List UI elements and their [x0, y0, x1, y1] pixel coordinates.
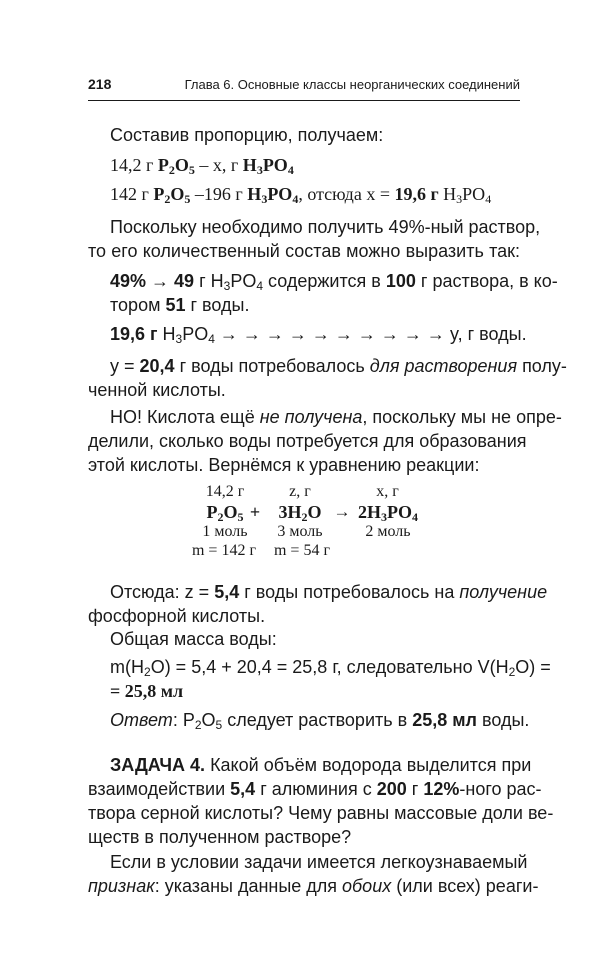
text-line: фосфорной кислоты.: [88, 606, 266, 626]
text-line: Поскольку необходимо получить 49%-ный раствор,: [110, 217, 541, 237]
text-line: то его количественный состав можно выразить так:: [88, 241, 520, 261]
answer-line: Ответ: $P_2O_5$ следует растворить в 25,8 мл воды.: [110, 710, 530, 732]
eq-mass-label: m = 142 г: [191, 542, 257, 559]
text-line: $m(H_2O) = 5,4 + 20,4 = 25,8$ г, следовательно $V(H_2O)$ =: [110, 657, 551, 679]
running-header: [88, 74, 520, 101]
eq-mole-label: 3 моль: [277, 523, 323, 540]
text-line: твора серной кислоты? Чему равны массовые доли ве-: [88, 803, 554, 823]
text-line: y = 20,4 г воды потребовалось для растворения полу-: [110, 356, 567, 376]
eq-mass-label: m = 54 г: [273, 542, 331, 559]
eq-reactant-h2o: $3H_2O$: [278, 502, 322, 524]
chapter-title: Глава 6. Основные классы неорганических соединений: [184, 77, 520, 92]
text-line: взаимодействии 5,4 г алюминия с 200 г 12%-ного рас-: [88, 779, 542, 799]
eq-plus: +: [249, 502, 261, 522]
text-line: этой кислоты. Вернёмся к уравнению реакции:: [88, 455, 480, 475]
arrow-chain-line: 19,6 г $H_3PO_4$ → → → → → → → → → → y, г воды.: [110, 324, 527, 346]
eq-reactant-p2o5: $P_2O_5$: [206, 502, 244, 524]
text-line: признак: указаны данные для обоих (или всех) реаги-: [88, 876, 539, 896]
text-line: делили, сколько воды потребуется для образования: [88, 431, 527, 451]
text-line: ществ в полученном растворе?: [88, 827, 352, 847]
text-line: Отсюда: z = 5,4 г воды потребовалось на получение: [110, 582, 548, 602]
text-line: Составив пропорцию, получаем:: [110, 125, 384, 145]
eq-top-label: х, г: [376, 483, 399, 500]
eq-top-label: 14,2 г: [205, 483, 245, 500]
eq-arrow: →: [333, 502, 351, 521]
eq-top-label: z, г: [289, 483, 311, 500]
page-number: 218: [88, 76, 112, 92]
text-line: 49% → 49 г $H_3PO_4$ содержится в 100 г раствора, в ко-: [110, 271, 558, 293]
eq-mole-label: 2 моль: [365, 523, 411, 540]
proportion-line-1: 14,2 г $P_2O_5$ – х, г $H_3PO_4$: [110, 155, 294, 177]
eq-product-h3po4: $2H_3PO_4$: [357, 502, 418, 524]
proportion-line-2: 142 г $P_2O_5$ –196 г $H_3PO_4$, отсюда х = 19,6 г $H_3PO_4$: [110, 184, 492, 206]
text-line: тором 51 г воды.: [110, 295, 250, 315]
eq-mole-label: 1 моль: [202, 523, 248, 540]
text-line: ченной кислоты.: [88, 380, 226, 400]
text-line: = 25,8 мл: [110, 681, 184, 701]
text-line: Общая масса воды:: [110, 629, 277, 649]
text-line: НО! Кислота ещё не получена, поскольку мы не опре-: [110, 407, 562, 427]
task-heading-line: ЗАДАЧА 4. Какой объём водорода выделится при: [110, 755, 532, 775]
text-line: Если в условии задачи имеется легкоузнаваемый: [110, 852, 528, 872]
